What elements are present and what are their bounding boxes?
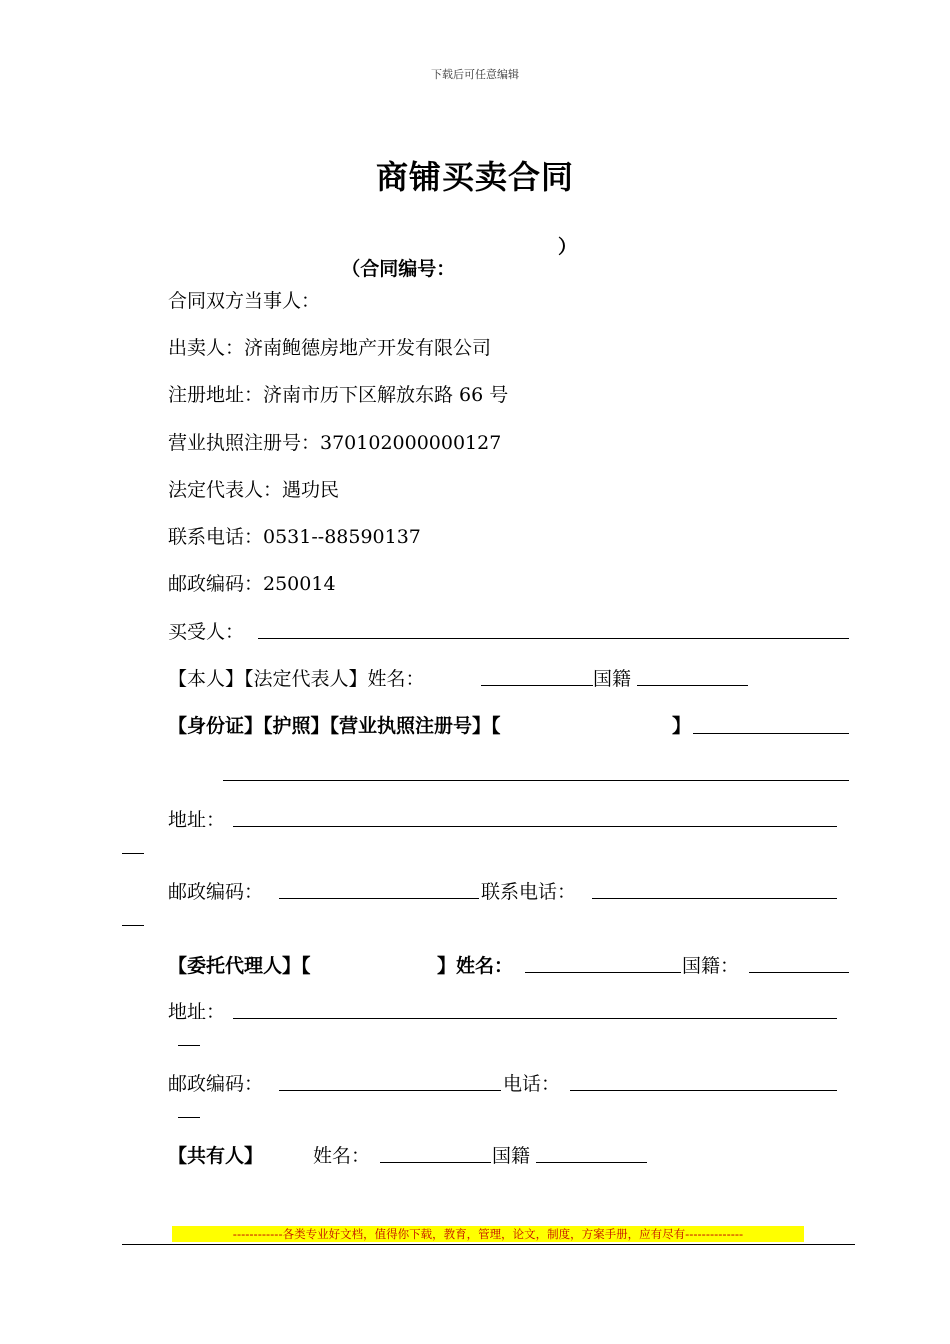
agent-address-label: 地址： (168, 1001, 226, 1023)
buyer-phone-blank[interactable] (592, 898, 837, 899)
buyer-nationality-label: 国籍 (593, 668, 632, 690)
buyer-address-blank[interactable] (233, 826, 837, 827)
seller-address: 注册地址：济南市历下区解放东路 66 号 (168, 384, 509, 406)
agent-postcode-blank[interactable] (279, 1090, 501, 1091)
document-title: 商铺买卖合同 (375, 158, 574, 196)
seller-representative: 法定代表人：遇功民 (168, 479, 340, 501)
buyer-id-number-blank-2[interactable] (223, 780, 849, 781)
seller-postcode: 邮政编码：250014 (168, 573, 336, 595)
agent-nationality-label: 国籍： (682, 955, 740, 977)
co-owner-name-blank[interactable] (380, 1162, 491, 1163)
agent-address-wrap-dash (178, 1045, 200, 1046)
buyer-nationality-blank[interactable] (637, 685, 748, 686)
buyer-rep-name-blank[interactable] (481, 685, 593, 686)
co-owner-label: 【共有人】 (168, 1145, 264, 1167)
parties-heading: 合同双方当事人： (168, 290, 321, 312)
agent-nationality-blank[interactable] (749, 972, 849, 973)
buyer-id-number-blank[interactable] (693, 733, 849, 734)
seller-phone: 联系电话：0531--88590137 (168, 526, 421, 548)
buyer-phone-label: 联系电话： (481, 881, 577, 903)
agent-name-blank[interactable] (525, 972, 681, 973)
buyer-address-label: 地址： (168, 809, 226, 831)
seller-name: 出卖人：济南鲍德房地产开发有限公司 (168, 337, 492, 359)
buyer-id-close: 】 (672, 715, 692, 737)
buyer-name-blank[interactable] (258, 638, 849, 639)
buyer-postcode-label: 邮政编码： (168, 881, 264, 903)
buyer-label: 买受人： (168, 621, 245, 643)
co-owner-name-label: 姓名： (313, 1145, 371, 1167)
contract-number (328, 232, 578, 303)
contract-number-label: （合同编号： (341, 258, 456, 280)
buyer-self-rep-label: 【本人】【法定代表人】姓名： (168, 668, 425, 690)
agent-phone-label: 电话： (503, 1073, 561, 1095)
buyer-postcode-blank[interactable] (279, 898, 479, 899)
agent-address-blank[interactable] (233, 1018, 837, 1019)
header-note: 下载后可任意编辑 (431, 68, 519, 81)
agent-label-close: 】姓名： (437, 955, 514, 977)
buyer-id-types: 【身份证】【护照】【营业执照注册号】【 (168, 715, 501, 737)
co-owner-nationality-label: 国籍 (492, 1145, 531, 1167)
buyer-address-wrap-dash (122, 853, 144, 854)
contract-number-close: ） (558, 236, 578, 258)
footer-divider (122, 1244, 855, 1245)
agent-label: 【委托代理人】【 (168, 955, 311, 977)
agent-phone-wrap-dash (178, 1117, 200, 1118)
agent-postcode-label: 邮政编码： (168, 1073, 264, 1095)
co-owner-nationality-blank[interactable] (536, 1162, 647, 1163)
footer-banner: ------------各类专业好文档，值得你下载，教育，管理，论文，制度，方案手册，应有尽有-------------- (172, 1226, 804, 1242)
agent-phone-blank[interactable] (570, 1090, 837, 1091)
seller-license: 营业执照注册号：370102000000127 (168, 432, 502, 454)
buyer-phone-wrap-dash (122, 925, 144, 926)
